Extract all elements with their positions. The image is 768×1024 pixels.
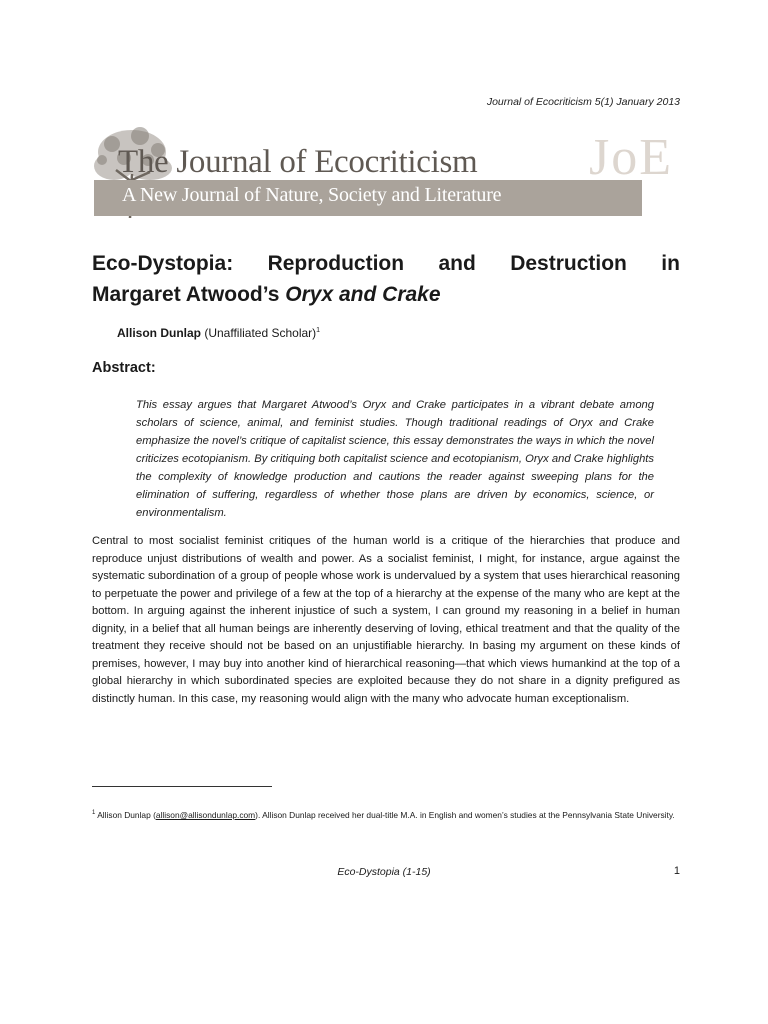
page-number: 1 bbox=[673, 865, 680, 877]
footnote bbox=[92, 806, 680, 823]
journal-masthead bbox=[92, 122, 677, 218]
title-word: Eco-Dystopia: bbox=[92, 252, 234, 275]
title-word: Reproduction bbox=[267, 252, 405, 275]
footnote-marker[interactable]: 1 bbox=[316, 327, 321, 334]
footnote-number: 1 bbox=[92, 810, 96, 816]
body-paragraph: Central to most socialist feminist critiques of the human world is a critique of the hierarchies that produce and reproduce unjust distributions of wealth and power. As a socialist feminist, I might, for instance, argue against the systematic subordination of a group of people whose work is undervalued by a system that uses hierarchical reasoning to perpetuate the power and privilege of a few at the top of a hierarchy at the expense of the many who are kept at the bottom. In arguing against the inherent injustice of such a system, I can ground my reasoning in a belief in human dignity, in a belief that all human beings are inherently deserving of loving, ethical treatment and that the quality of the treatment they receive should not be based on an unjustifiable hierarchy. In basing my argument on these kinds of premises, however, I may buy into another kind of hierarchical reasoning—that which views humankind at the top of a global hierarchy in which subordinated species are exploited because they do not share in a dignity prefigured as distinctly human. In this case, my reasoning would align with the many who advocate human exceptionalism. bbox=[92, 535, 680, 705]
abstract-heading: Abstract: bbox=[92, 360, 156, 376]
title-word: and bbox=[438, 252, 476, 275]
title-line-2-text: Margaret Atwood’s bbox=[92, 283, 286, 306]
author-affiliation: (Unaffiliated Scholar) bbox=[201, 326, 317, 340]
journal-title: The Journal of Ecocriticism bbox=[118, 144, 478, 180]
title-word: in bbox=[661, 252, 680, 275]
title-word: Destruction bbox=[510, 252, 627, 275]
journal-subtitle: A New Journal of Nature, Society and Literature bbox=[122, 184, 502, 206]
footnote-divider bbox=[92, 786, 272, 787]
title-line-2 bbox=[92, 283, 441, 306]
title-novel-name: Oryx and Crake bbox=[285, 283, 441, 306]
running-footer: Eco-Dystopia (1-15) bbox=[337, 866, 431, 878]
author-email-link[interactable]: allison@allisondunlap.com bbox=[155, 809, 256, 820]
title-line-1 bbox=[92, 248, 680, 279]
paper-title bbox=[92, 248, 680, 310]
abstract-text: This essay argues that Margaret Atwood’s Oryx and Crake participates in a vibrant debate among scholars of science, animal, and feminist studies. Though traditional readings of Oryx and Crake emphasize the novel’s critique of capitalist science, this essay demonstrates the ways in which the novel criticizes ecotopianism. By critiquing both capitalist science and ecotopianism, Oryx and Crake highlights the complexity of knowledge production and cautions the reader against sweeping plans for the elimination of suffering, regardless of whether those plans are driven by economics, science, or environmentalism. bbox=[136, 399, 654, 519]
footnote-text: ). Allison Dunlap received her dual-title M.A. in English and women’s studies at the Pennsylvania State University. bbox=[255, 809, 675, 820]
author-name: Allison Dunlap bbox=[117, 326, 201, 340]
journal-reference: Journal of Ecocriticism 5(1) January 2013 bbox=[486, 96, 680, 108]
journal-logo: JoE bbox=[589, 129, 673, 186]
author-line bbox=[117, 326, 320, 340]
footnote-name: Allison Dunlap ( bbox=[95, 809, 156, 820]
